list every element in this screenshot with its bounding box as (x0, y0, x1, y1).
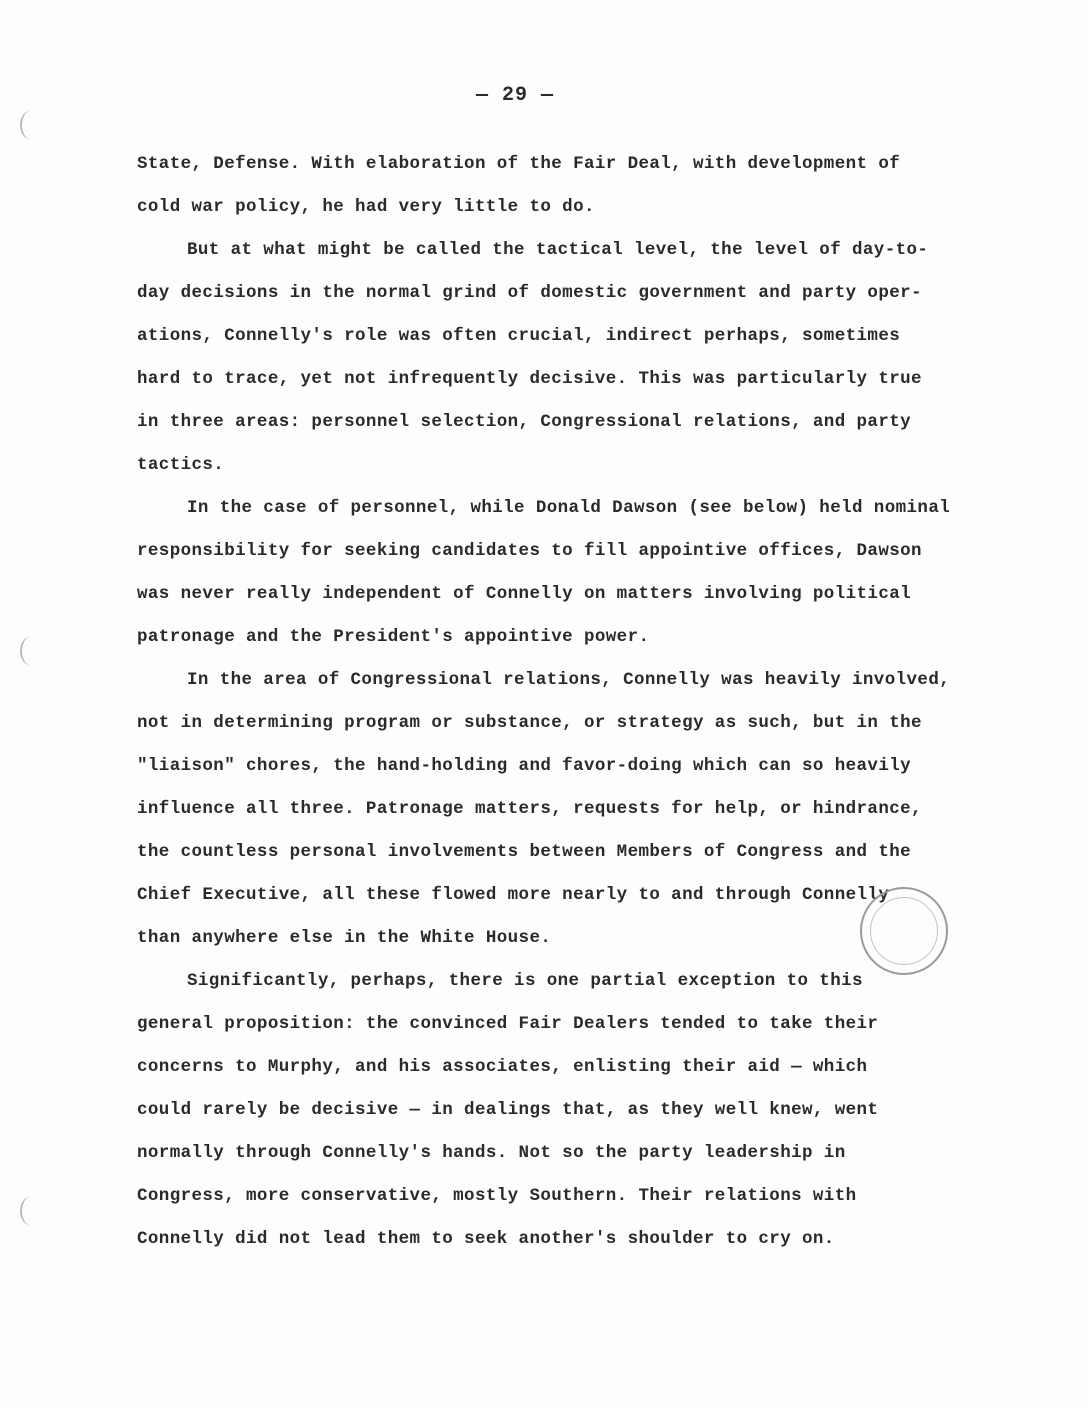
text-line: Significantly, perhaps, there is one partial exception to this (187, 971, 863, 991)
paragraph (137, 960, 957, 1261)
paragraph (137, 487, 957, 659)
library-stamp-seal (860, 887, 948, 975)
page-number: — 29 — (475, 84, 554, 107)
text-line: responsibility for seeking candidates to fill appointive offices, Dawson (137, 541, 922, 561)
text-line: the countless personal involvements between Members of Congress and the (137, 842, 912, 862)
text-line: Congress, more conservative, mostly Southern. Their relations with (137, 1186, 857, 1206)
paragraph (137, 143, 957, 229)
text-line: cold war policy, he had very little to do. (137, 197, 595, 217)
paragraph (137, 229, 957, 487)
text-line: could rarely be decisive — in dealings that, as they well knew, went (137, 1100, 879, 1120)
text-line: general proposition: the convinced Fair Dealers tended to take their (137, 1014, 879, 1034)
text-line: In the area of Congressional relations, Connelly was heavily involved, (187, 670, 951, 690)
punch-hole-bottom (20, 1196, 44, 1226)
paragraph (137, 659, 957, 960)
body-text (137, 143, 957, 1261)
text-line: in three areas: personnel selection, Congressional relations, and party (137, 412, 912, 432)
text-line: patronage and the President's appointive power. (137, 627, 650, 647)
text-line: concerns to Murphy, and his associates, enlisting their aid — which (137, 1057, 868, 1077)
text-line: ations, Connelly's role was often crucial, indirect perhaps, sometimes (137, 326, 901, 346)
text-line: But at what might be called the tactical level, the level of day-to- (187, 240, 929, 260)
text-line: normally through Connelly's hands. Not so the party leadership in (137, 1143, 846, 1163)
text-line: not in determining program or substance, or strategy as such, but in the (137, 713, 922, 733)
text-line: tactics. (137, 455, 225, 475)
text-line: In the case of personnel, while Donald Dawson (see below) held nominal (187, 498, 951, 518)
text-line: Connelly did not lead them to seek another's shoulder to cry on. (137, 1229, 835, 1249)
text-line: was never really independent of Connelly on matters involving political (137, 584, 912, 604)
text-line: Chief Executive, all these flowed more nearly to and through Connelly (137, 885, 890, 905)
text-line: influence all three. Patronage matters, requests for help, or hindrance, (137, 799, 922, 819)
punch-hole-top (20, 110, 44, 140)
text-line: State, Defense. With elaboration of the Fair Deal, with development of (137, 154, 901, 174)
punch-hole-middle (20, 636, 44, 666)
text-line: day decisions in the normal grind of domestic government and party oper- (137, 283, 922, 303)
text-line: "liaison" chores, the hand-holding and favor-doing which can so heavily (137, 756, 912, 776)
text-line: hard to trace, yet not infrequently decisive. This was particularly true (137, 369, 922, 389)
text-line: than anywhere else in the White House. (137, 928, 552, 948)
